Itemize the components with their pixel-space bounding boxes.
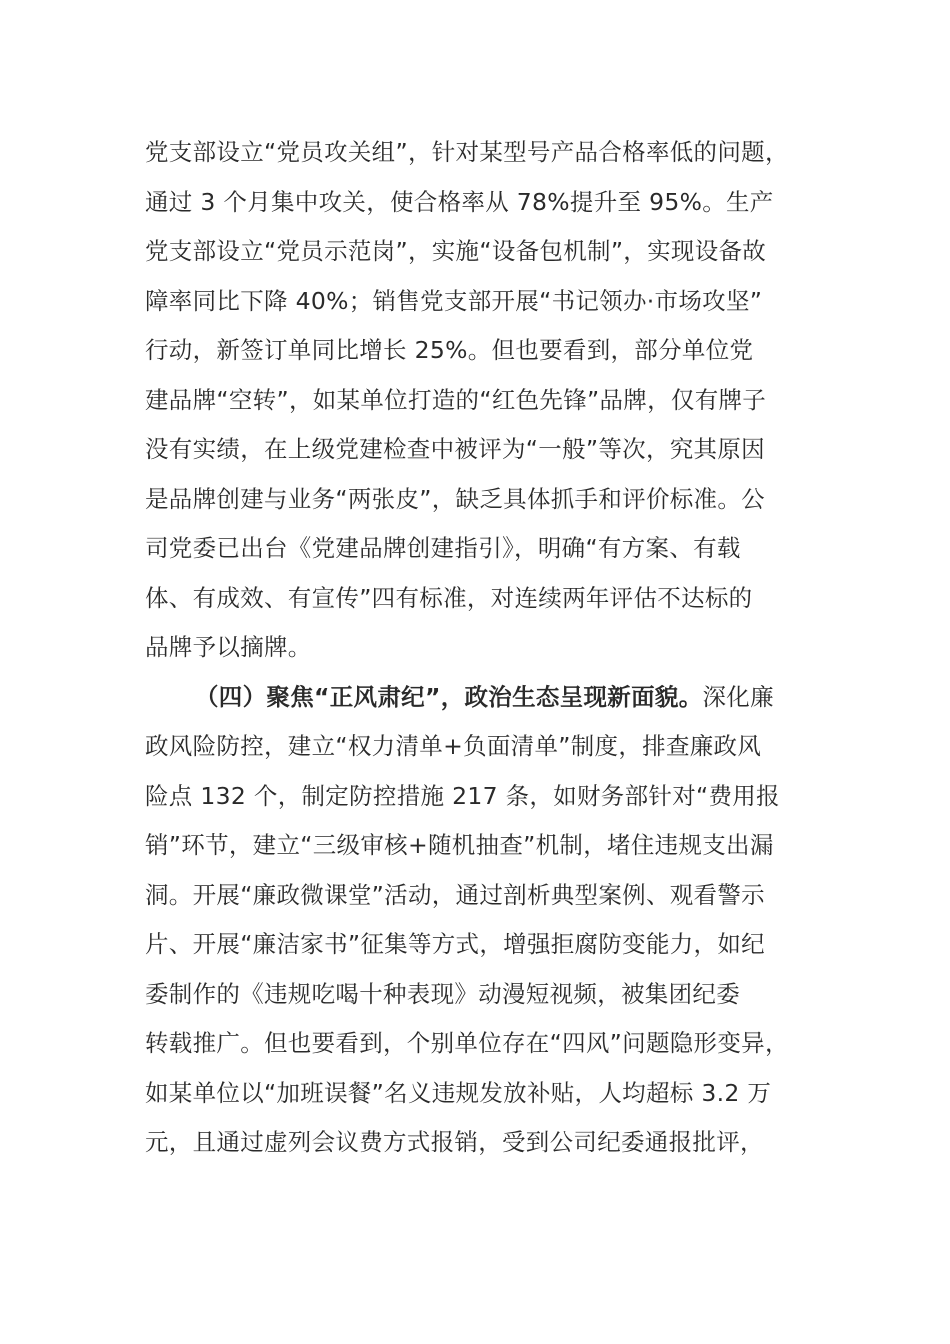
text-line: 品牌予以摘牌。 [145, 633, 312, 661]
paragraph-first-line [145, 673, 825, 723]
document-body [145, 128, 825, 1168]
text-line: 转载推广。但也要看到，个别单位存在“四风”问题隐形变异， [145, 1029, 789, 1057]
text-line: 建品牌“空转”，如某单位打造的“红色先锋”品牌，仅有牌子 [145, 385, 767, 414]
text-line: 洞。开展“廉政微课堂”活动，通过剖析典型案例、观看警示 [145, 880, 765, 909]
first-line-text: 深化廉 [702, 682, 774, 711]
text-line: 政风险防控，建立“权力清单+负面清单”制度，排查廉政风 [145, 732, 762, 760]
text-line: 障率同比下降 40%；销售党支部开展“书记领办·市场攻坚” [145, 286, 763, 315]
text-line: 体、有成效、有宣传”四有标准，对连续两年评估不达标的 [145, 583, 753, 612]
text-line: 没有实绩，在上级党建检查中被评为“一般”等次，究其原因 [145, 435, 765, 463]
text-line: 是品牌创建与业务“两张皮”，缺乏具体抓手和评价标准。公 [145, 484, 765, 513]
section-heading: （四）聚焦“正风肃纪”，政治生态呈现新面貌。 [195, 682, 703, 711]
text-line: 通过 3 个月集中攻关，使合格率从 78%提升至 95%。生产 [145, 187, 774, 216]
text-line: 销”环节，建立“三级审核+随机抽查”机制，堵住违规支出漏 [145, 831, 774, 859]
text-line: 片、开展“廉洁家书”征集等方式，增强拒腐防变能力，如纪 [145, 930, 765, 958]
text-line: 险点 132 个，制定防控措施 217 条，如财务部针对“费用报 [145, 781, 780, 810]
text-line: 党支部设立“党员示范岗”，实施“设备包机制”，实现设备故 [145, 237, 767, 265]
text-line: 党支部设立“党员攻关组”，针对某型号产品合格率低的问题， [145, 138, 789, 166]
text-line: 元，且通过虚列会议费方式报销，受到公司纪委通报批评， [145, 1128, 764, 1156]
paragraph-1 [145, 128, 825, 673]
text-line: 行动，新签订单同比增长 25%。但也要看到，部分单位党 [145, 336, 754, 364]
text-line: 如某单位以“加班误餐”名义违规发放补贴，人均超标 3.2 万 [145, 1078, 772, 1107]
paragraph-2 [145, 673, 825, 1168]
text-line: 委制作的《违规吃喝十种表现》动漫短视频，被集团纪委 [145, 979, 740, 1008]
text-line: 司党委已出台《党建品牌创建指引》，明确“有方案、有载 [145, 534, 741, 562]
